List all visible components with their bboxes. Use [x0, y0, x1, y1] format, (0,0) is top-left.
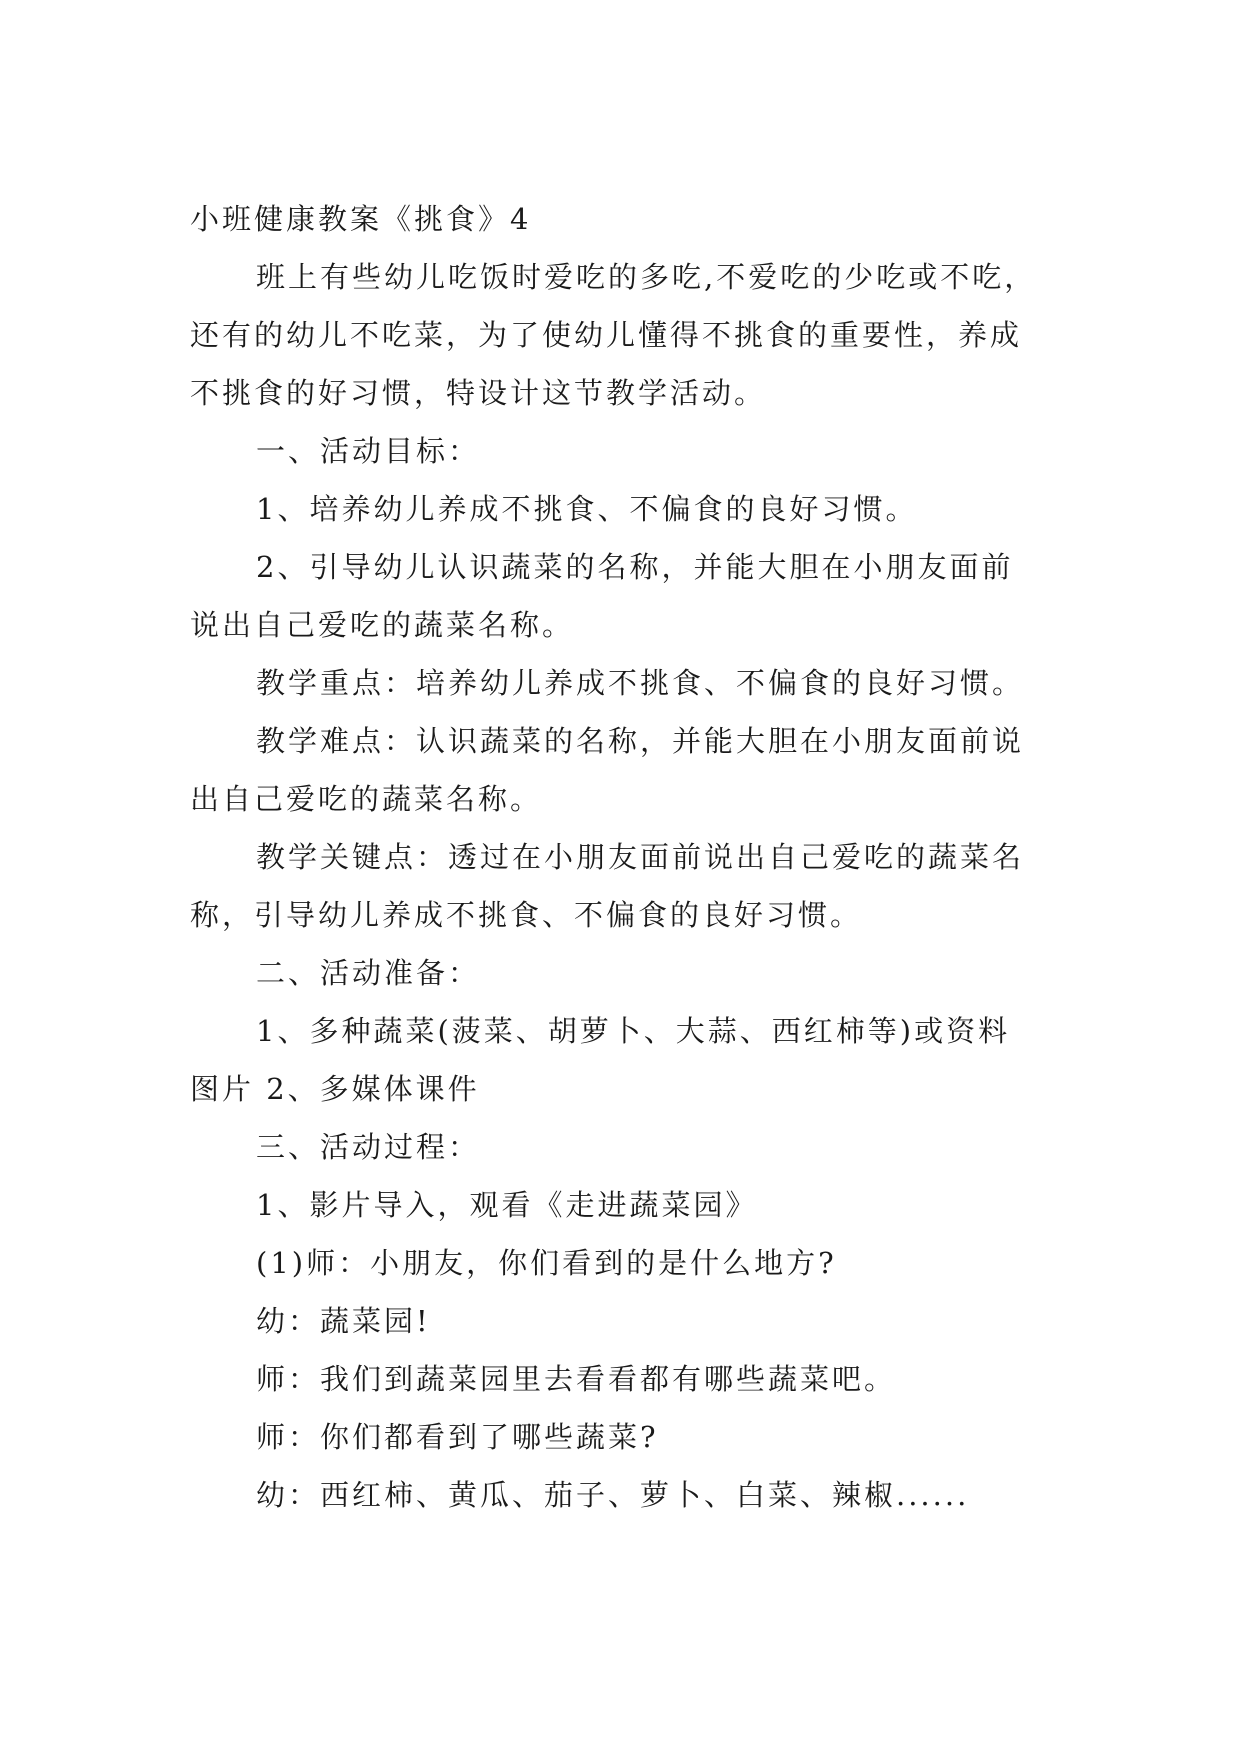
- dialogue-line: (1)师：小朋友，你们看到的是什么地方?: [256, 1246, 837, 1280]
- dialogue-line: 幼：蔬菜园!: [256, 1304, 431, 1338]
- document-body: [190, 190, 1090, 1524]
- heading-activity-process: 三、活动过程：: [256, 1130, 481, 1164]
- dialogue-line: 幼：西红柿、黄瓜、茄子、萝卜、白菜、辣椒......: [256, 1478, 970, 1512]
- heading-activity-preparation: 二、活动准备：: [256, 956, 481, 990]
- dialogue-line: 师：我们到蔬菜园里去看看都有哪些蔬菜吧。: [256, 1362, 897, 1396]
- teaching-focus: 教学重点：培养幼儿养成不挑食、不偏食的良好习惯。: [256, 666, 1025, 700]
- goal-item-1: 1、培养幼儿养成不挑食、不偏食的良好习惯。: [256, 492, 918, 526]
- process-step-1: 1、影片导入，观看《走进蔬菜园》: [256, 1188, 758, 1222]
- dialogue-line: 师：你们都看到了哪些蔬菜?: [256, 1420, 659, 1454]
- preparation-items: 1、多种蔬菜(菠菜、胡萝卜、大蒜、西红柿等)或资料 图片 2、多媒体课件: [190, 1014, 1011, 1106]
- heading-activity-goals: 一、活动目标：: [256, 434, 481, 468]
- paragraph-intro: 班上有些幼儿吃饭时爱吃的多吃,不爱吃的少吃或不吃， 还有的幼儿不吃菜，为了使幼儿懂得不挑食的重要性，养成 不挑食的好习惯，特设计这节教学活动。: [190, 260, 1037, 410]
- teaching-key-point: 教学关键点：透过在小朋友面前说出自己爱吃的蔬菜名 称，引导幼儿养成不挑食、不偏食的良好习惯。: [190, 840, 1025, 932]
- teaching-difficulty: 教学难点：认识蔬菜的名称，并能大胆在小朋友面前说 出自己爱吃的蔬菜名称。: [190, 724, 1025, 816]
- goal-item-2: 2、引导幼儿认识蔬菜的名称，并能大胆在小朋友面前 说出自己爱吃的蔬菜名称。: [190, 550, 1014, 642]
- document-title: 小班健康教案《挑食》4: [190, 202, 532, 236]
